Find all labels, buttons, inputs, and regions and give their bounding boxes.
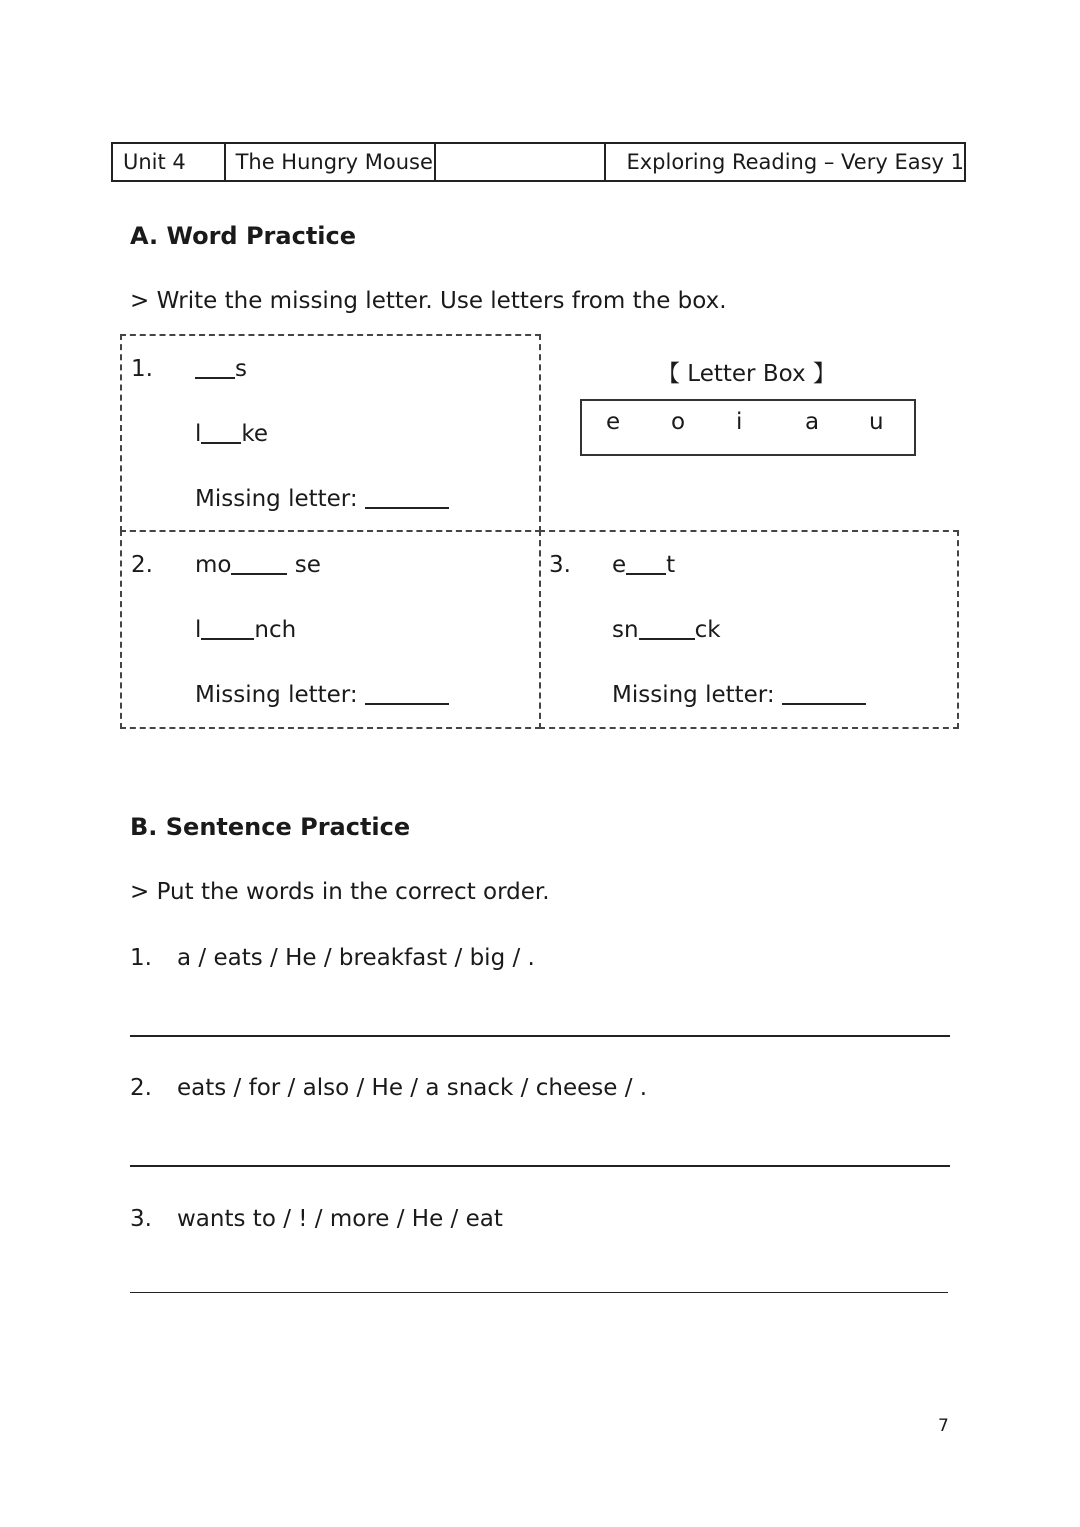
item-2-word-2: l nch [195,617,297,643]
letter-box-title: 【 Letter Box 】 [657,361,836,387]
item-2-word-1-blank[interactable] [231,572,287,575]
section-b-title: B. Sentence Practice [130,813,411,841]
item-2-answer-blank[interactable] [365,702,449,705]
letter-i: i [736,409,743,435]
item-1-missing-letter: Missing letter: [195,486,449,512]
sentence-2-answer-line[interactable] [130,1165,950,1167]
item-1-word-1: s [195,356,247,382]
item-1-word-2: l ke [195,421,269,447]
unit-header-table [111,142,966,182]
letter-a: a [805,409,820,435]
item-3-word-2-blank[interactable] [639,637,695,640]
sentence-3-words: wants to / ! / more / He / eat [177,1206,503,1232]
unit-title: The Hungry Mouse [226,144,436,180]
book-title: Exploring Reading – Very Easy 1 [626,150,964,174]
item-1-word-1-blank[interactable] [195,376,235,379]
sentence-3-number: 3. [130,1206,152,1232]
item-2-missing-letter: Missing letter: [195,682,449,708]
section-b-instruction: > Put the words in the correct order. [130,879,550,905]
sentence-1-number: 1. [130,945,152,971]
item-3-number: 3. [549,552,571,578]
item-1-answer-blank[interactable] [365,506,449,509]
header-empty-cell [436,144,607,180]
item-1-word-2-blank[interactable] [201,441,241,444]
item-2-word-2-blank[interactable] [201,637,254,640]
section-a-instruction: > Write the missing letter. Use letters from the box. [130,288,727,314]
sentence-1-answer-line[interactable] [130,1035,950,1037]
item-1-number: 1. [131,356,153,382]
letter-e: e [606,409,621,435]
sentence-2-words: eats / for / also / He / a snack / cheese / . [177,1075,648,1101]
item-3-answer-blank[interactable] [782,702,866,705]
item-3-word-2: sn ck [612,617,721,643]
sentence-2-number: 2. [130,1075,152,1101]
unit-label: Unit 4 [113,144,226,180]
sentence-1-words: a / eats / He / breakfast / big / . [177,945,535,971]
section-a-title: A. Word Practice [130,222,357,250]
letter-o: o [671,409,686,435]
item-3-word-1-blank[interactable] [626,572,666,575]
letter-box [580,399,916,456]
letter-u: u [869,409,884,435]
item-3-missing-letter: Missing letter: [612,682,866,708]
page-number: 7 [938,1416,949,1436]
item-2-word-1: mo se [195,552,321,578]
item-3-word-1: e t [612,552,676,578]
sentence-3-answer-line[interactable] [130,1292,948,1293]
item-2-number: 2. [131,552,153,578]
